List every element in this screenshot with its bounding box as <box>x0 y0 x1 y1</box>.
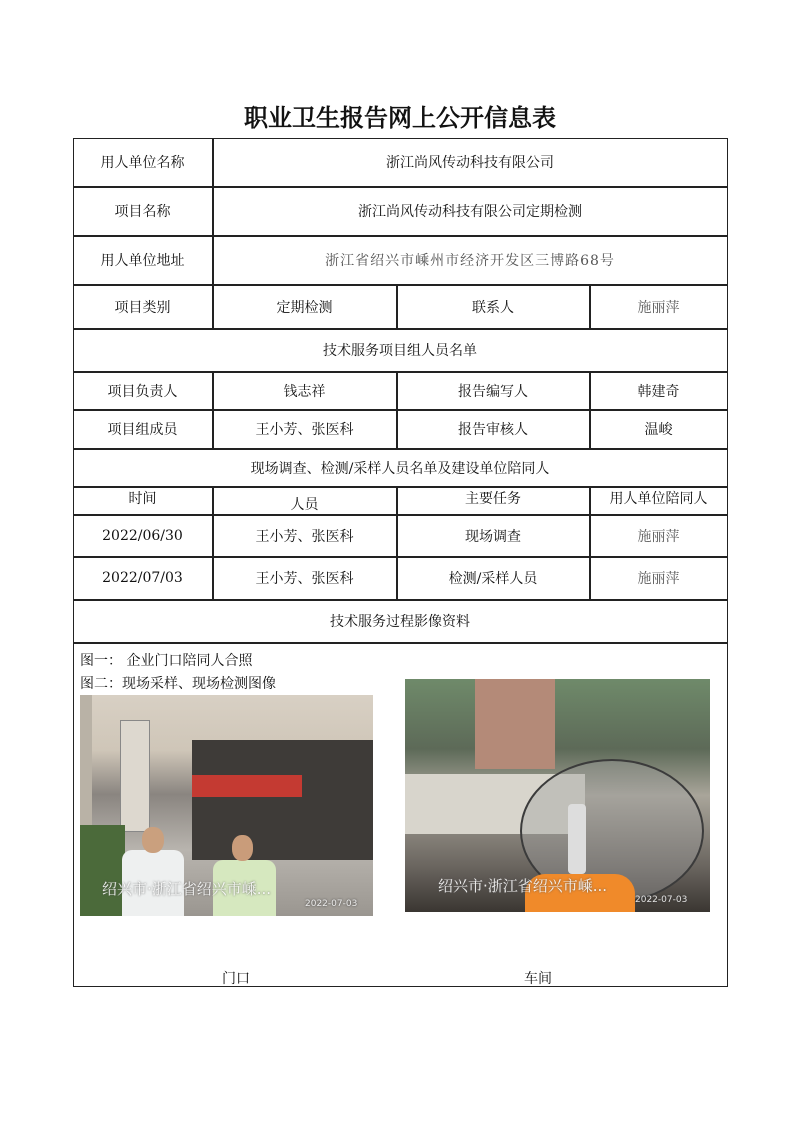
employer-name-label: 用人单位名称 <box>73 138 213 187</box>
photo-location-watermark: 绍兴市·浙江省绍兴市嵊... <box>102 880 272 898</box>
entrance-photo-label: 门口 <box>222 971 250 987</box>
figure-1-caption: 图一： 企业门口陪同人合照 <box>80 653 253 669</box>
photo-date-watermark: 2022-07-03 <box>635 895 688 905</box>
contact: 施丽萍 <box>590 285 728 329</box>
figure-2-caption: 图二：现场采样、现场检测图像 <box>80 676 276 692</box>
reviewer: 温峻 <box>590 410 728 449</box>
workshop-photo-label: 车间 <box>524 971 552 987</box>
col-time: 时间 <box>73 487 213 515</box>
entrance-photo <box>80 695 373 916</box>
col-people: 人员 <box>213 487 397 515</box>
page-title: 职业卫生报告网上公开信息表 <box>244 103 556 132</box>
survey-people: 王小芳、张医科 <box>213 515 397 557</box>
address: 浙江省绍兴市嵊州市经济开发区三博路68号 <box>213 236 728 285</box>
images-header: 技术服务过程影像资料 <box>73 600 728 643</box>
category: 定期检测 <box>213 285 397 329</box>
workshop-photo <box>405 679 710 912</box>
survey-people: 王小芳、张医科 <box>213 557 397 600</box>
members-label: 项目组成员 <box>73 410 213 449</box>
project-name: 浙江尚风传动科技有限公司定期检测 <box>213 187 728 236</box>
survey-escort: 施丽萍 <box>590 515 728 557</box>
members: 王小芳、张医科 <box>213 410 397 449</box>
reviewer-label: 报告审核人 <box>397 410 590 449</box>
contact-label: 联系人 <box>397 285 590 329</box>
col-escort: 用人单位陪同人 <box>590 487 728 515</box>
survey-escort: 施丽萍 <box>590 557 728 600</box>
category-label: 项目类别 <box>73 285 213 329</box>
survey-header: 现场调查、检测/采样人员名单及建设单位陪同人 <box>73 449 728 487</box>
address-label: 用人单位地址 <box>73 236 213 285</box>
employer-name: 浙江尚风传动科技有限公司 <box>213 138 728 187</box>
photo-location-watermark: 绍兴市·浙江省绍兴市嵊... <box>438 877 608 895</box>
survey-time: 2022/06/30 <box>73 515 213 557</box>
leader: 钱志祥 <box>213 372 397 410</box>
team-header: 技术服务项目组人员名单 <box>73 329 728 372</box>
photo-date-watermark: 2022-07-03 <box>305 899 358 909</box>
project-name-label: 项目名称 <box>73 187 213 236</box>
leader-label: 项目负责人 <box>73 372 213 410</box>
writer-label: 报告编写人 <box>397 372 590 410</box>
writer: 韩建奇 <box>590 372 728 410</box>
col-task: 主要任务 <box>397 487 590 515</box>
survey-task: 现场调查 <box>397 515 590 557</box>
survey-time: 2022/07/03 <box>73 557 213 600</box>
survey-task: 检测/采样人员 <box>397 557 590 600</box>
